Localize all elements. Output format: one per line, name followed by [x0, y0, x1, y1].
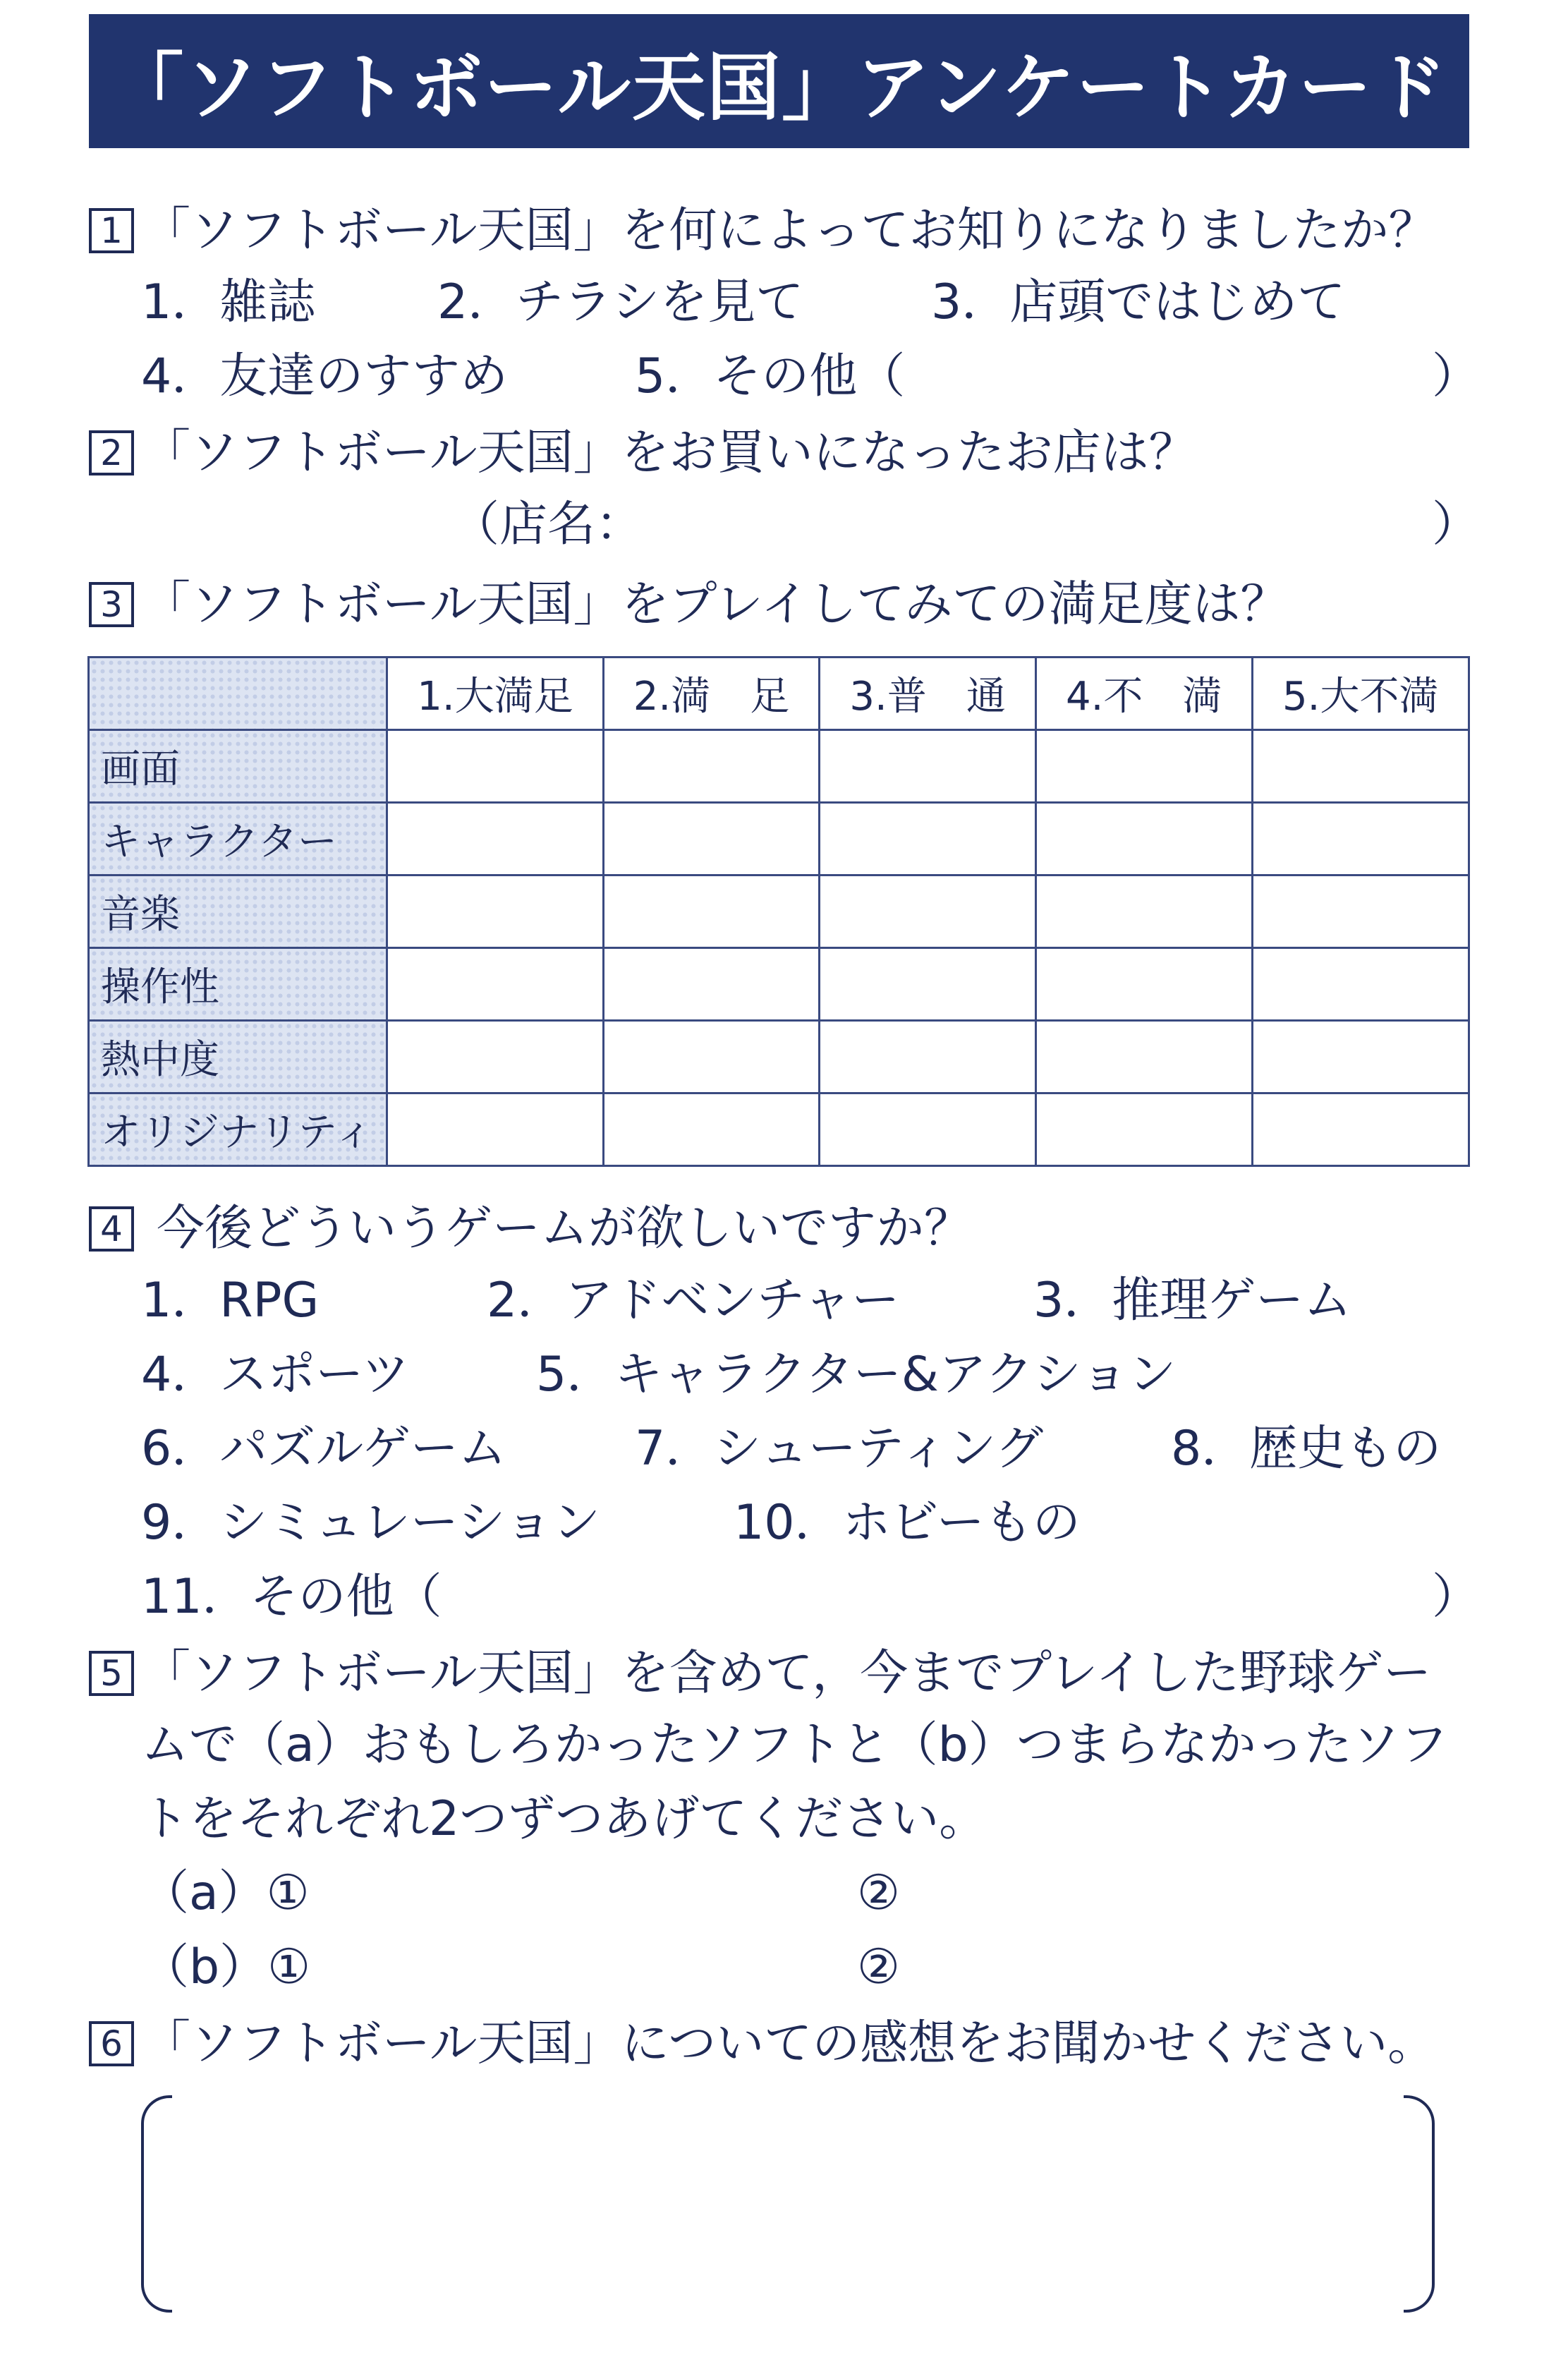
- table-row: [89, 730, 1469, 803]
- row-characters: キャラクター: [89, 803, 387, 875]
- q4-option-simulation[interactable]: 9．シミュレーション: [141, 1495, 601, 1551]
- rating-cell[interactable]: [1252, 1021, 1469, 1093]
- rating-cell[interactable]: [1035, 1021, 1252, 1093]
- question-text: 今後どういうゲームが欲しいですか？: [157, 1201, 973, 1257]
- col-neutral: 3.普 通: [820, 658, 1036, 730]
- question-number: 6: [89, 2021, 134, 2066]
- question-text: 「ソフトボール天国」をプレイしてみての満足度は？: [142, 576, 1289, 633]
- rating-cell[interactable]: [387, 875, 603, 948]
- question-text-line-2: ムで（a）おもしろかったソフトと（b）つまらなかったソフ: [141, 1717, 1448, 1773]
- page-title: 「ソフトボール天国」アンケートカード: [89, 14, 1469, 148]
- row-engagement: 熱中度: [89, 1021, 387, 1093]
- rating-cell[interactable]: [820, 1093, 1036, 1166]
- table-row: [89, 803, 1469, 875]
- rating-cell[interactable]: [1035, 1093, 1252, 1166]
- question-number: 4: [89, 1206, 134, 1252]
- question-text-line-3: トをそれぞれ2つずつあげてください。: [141, 1791, 987, 1847]
- q1-option-other[interactable]: 5．その他（: [635, 349, 906, 404]
- rating-cell[interactable]: [820, 803, 1036, 875]
- question-text-line-1: 「ソフトボール天国」を含めて，今までプレイした野球ゲー: [142, 1645, 1432, 1702]
- question-6: [89, 2016, 1436, 2072]
- col-very-satisfied: 1.大満足: [387, 658, 603, 730]
- rating-cell[interactable]: [1252, 803, 1469, 875]
- row-graphics: 画面: [89, 730, 387, 803]
- rating-cell[interactable]: [820, 875, 1036, 948]
- rating-cell[interactable]: [603, 803, 820, 875]
- row-originality: オリジナリティ: [89, 1093, 387, 1166]
- col-dissatisfied: 4.不 満: [1035, 658, 1252, 730]
- rating-cell[interactable]: [820, 730, 1036, 803]
- table-row: [89, 1021, 1469, 1093]
- question-5: [89, 1645, 1432, 1702]
- rating-cell[interactable]: [1252, 1093, 1469, 1166]
- col-very-dissatisfied: 5.大不満: [1252, 658, 1469, 730]
- q4-option-other[interactable]: 11．その他（: [141, 1569, 442, 1625]
- row-controls: 操作性: [89, 948, 387, 1021]
- q4-option-sports[interactable]: 4．スポーツ: [141, 1347, 410, 1402]
- rating-cell[interactable]: [1252, 730, 1469, 803]
- q4-option-rpg[interactable]: 1．RPG: [141, 1273, 320, 1328]
- answer-b-first[interactable]: （b）①: [141, 1939, 311, 1995]
- q4-option-mystery[interactable]: 3．推理ゲーム: [1033, 1273, 1352, 1328]
- rating-cell[interactable]: [387, 1021, 603, 1093]
- table-row: [89, 948, 1469, 1021]
- rating-cell[interactable]: [603, 948, 820, 1021]
- q4-option-adventure[interactable]: 2．アドベンチャー: [487, 1273, 900, 1328]
- question-text: 「ソフトボール天国」についての感想をお聞かせください。: [142, 2016, 1436, 2072]
- rating-cell[interactable]: [387, 730, 603, 803]
- table-row: [89, 1093, 1469, 1166]
- satisfaction-table: [87, 656, 1470, 1167]
- table-corner: [89, 658, 387, 730]
- answer-a-first[interactable]: （a）①: [141, 1865, 310, 1921]
- rating-cell[interactable]: [603, 1093, 820, 1166]
- rating-cell[interactable]: [1252, 875, 1469, 948]
- rating-cell[interactable]: [1035, 730, 1252, 803]
- question-number: 1: [89, 208, 134, 253]
- question-3: [89, 576, 1289, 633]
- table-row: [89, 875, 1469, 948]
- rating-cell[interactable]: [603, 730, 820, 803]
- col-satisfied: 2.満 足: [603, 658, 820, 730]
- q1-option-flyer[interactable]: 2．チラシを見て: [437, 274, 804, 330]
- rating-cell[interactable]: [1252, 948, 1469, 1021]
- q4-option-hobby[interactable]: 10．ホビーもの: [734, 1495, 1081, 1551]
- question-text: 「ソフトボール天国」を何によってお知りになりましたか？: [142, 202, 1437, 259]
- q1-option-magazine[interactable]: 1．雑誌: [141, 274, 316, 330]
- q4-option-puzzle[interactable]: 6．パズルゲーム: [141, 1421, 506, 1477]
- question-2: [89, 425, 1197, 481]
- rating-cell[interactable]: [603, 875, 820, 948]
- question-number: 3: [89, 582, 134, 627]
- rating-cell[interactable]: [1035, 875, 1252, 948]
- comment-area-right-bracket: [1404, 2095, 1435, 2313]
- question-4: [89, 1201, 973, 1257]
- rating-cell[interactable]: [1035, 803, 1252, 875]
- store-name-label[interactable]: （店名：: [451, 497, 644, 552]
- q4-other-close: ）: [1432, 1569, 1481, 1625]
- rating-cell[interactable]: [387, 803, 603, 875]
- rating-cell[interactable]: [387, 948, 603, 1021]
- q4-option-history[interactable]: 8．歴史もの: [1171, 1421, 1442, 1477]
- answer-b-second[interactable]: ②: [857, 1939, 900, 1995]
- q1-option-store[interactable]: 3．店頭ではじめて: [931, 274, 1346, 330]
- rating-cell[interactable]: [387, 1093, 603, 1166]
- q1-option-friend[interactable]: 4．友達のすすめ: [141, 349, 508, 404]
- q4-option-character-action[interactable]: 5．キャラクター&アクション: [536, 1347, 1177, 1402]
- rating-cell[interactable]: [820, 948, 1036, 1021]
- rating-cell[interactable]: [1035, 948, 1252, 1021]
- q1-other-close: ）: [1432, 349, 1481, 404]
- question-number: 5: [89, 1651, 134, 1696]
- store-name-close: ）: [1432, 497, 1481, 552]
- row-music: 音楽: [89, 875, 387, 948]
- comment-area-left-bracket: [141, 2095, 172, 2313]
- q4-option-shooting[interactable]: 7．シューティング: [635, 1421, 1044, 1477]
- question-1: [89, 202, 1437, 259]
- question-number: 2: [89, 430, 134, 475]
- rating-cell[interactable]: [820, 1021, 1036, 1093]
- rating-cell[interactable]: [603, 1021, 820, 1093]
- question-text: 「ソフトボール天国」をお買いになったお店は？: [142, 425, 1197, 481]
- answer-a-second[interactable]: ②: [857, 1865, 900, 1921]
